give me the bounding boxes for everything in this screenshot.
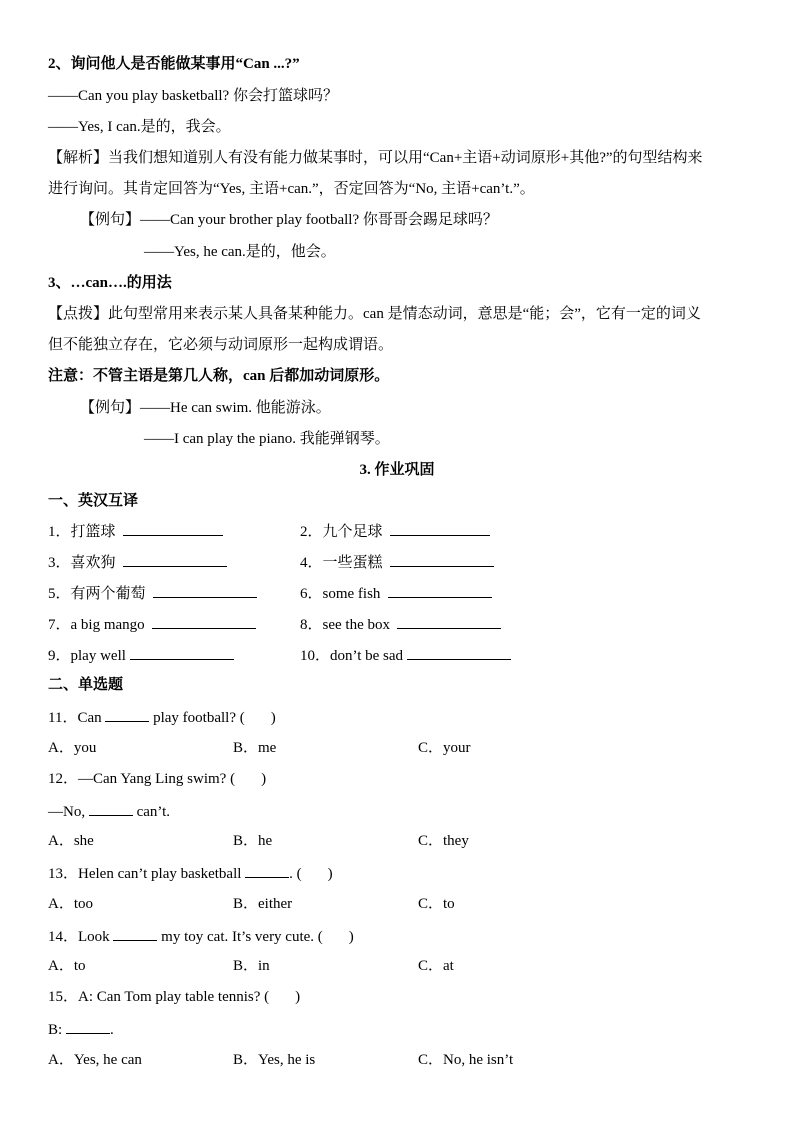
q13-option-a[interactable]: A．too	[48, 896, 94, 912]
q11-option-a[interactable]: A．you	[48, 740, 97, 756]
part2-heading: 二、单选题	[48, 677, 124, 693]
q13-option-c[interactable]: C．to	[418, 896, 455, 912]
q11-option-b[interactable]: B．me	[233, 740, 277, 756]
q14-option-a[interactable]: A．to	[48, 958, 86, 974]
section2-analysis-line2: 进行询问。其肯定回答为“Yes, 主语+can.”，否定回答为“No, 主语+can’t.”。	[48, 181, 535, 197]
answer-blank[interactable]	[130, 644, 234, 660]
q14-option-b[interactable]: B．in	[233, 958, 270, 974]
answer-blank[interactable]	[152, 613, 256, 629]
answer-blank[interactable]	[407, 644, 511, 660]
q13-option-b[interactable]: B．either	[233, 896, 293, 912]
q12-option-c[interactable]: C．they	[418, 833, 469, 849]
q15-option-b[interactable]: B．Yes, he is	[233, 1052, 316, 1068]
translation-item-6: 6．some fish	[300, 582, 492, 604]
question-13: 13．Helen can’t play basketball . ( )	[48, 862, 333, 884]
section2-analysis-line1: 【解析】当我们想知道别人有没有能力做某事时，可以用“Can+主语+动词原形+其他?”的句型结构来	[48, 150, 703, 166]
question-12: 12．—Can Yang Ling swim? ( )	[48, 771, 267, 787]
translation-item-2: 2．九个足球	[300, 520, 490, 542]
answer-blank[interactable]	[123, 520, 223, 536]
answer-blank[interactable]	[388, 582, 492, 598]
translation-item-5: 5．有两个葡萄	[48, 582, 257, 604]
answer-blank[interactable]	[113, 925, 157, 941]
section3-example2: ——I can play the piano. 我能弹钢琴。	[144, 431, 390, 447]
answer-blank[interactable]	[390, 551, 494, 567]
answer-blank[interactable]	[153, 582, 257, 598]
translation-item-8: 8．see the box	[300, 613, 501, 635]
section3-example1: 【例句】——He can swim. 他能游泳。	[80, 400, 331, 416]
question-14: 14．Look my toy cat. It’s very cute. ( )	[48, 925, 354, 947]
answer-blank[interactable]	[89, 800, 133, 816]
translation-item-1: 1．打篮球	[48, 520, 223, 542]
answer-blank[interactable]	[245, 862, 289, 878]
translation-item-9: 9．play well	[48, 644, 234, 666]
part1-heading: 一、英汉互译	[48, 493, 139, 509]
answer-blank[interactable]	[66, 1018, 110, 1034]
section2-answer: ——Yes, I can.是的，我会。	[48, 119, 231, 135]
answer-blank[interactable]	[397, 613, 501, 629]
section3-note: 注意：不管主语是第几人称，can 后都加动词原形。	[48, 368, 390, 384]
section3-tip-line1: 【点拨】此句型常用来表示某人具备某种能力。can 是情态动词，意思是“能；会”，它有一定的词义	[48, 306, 701, 322]
translation-item-10: 10．don’t be sad	[300, 644, 511, 666]
question-15: 15．A: Can Tom play table tennis? ( )	[48, 989, 301, 1005]
q14-option-c[interactable]: C．at	[418, 958, 454, 974]
q12-option-b[interactable]: B．he	[233, 833, 273, 849]
translation-item-3: 3．喜欢狗	[48, 551, 227, 573]
answer-blank[interactable]	[105, 706, 149, 722]
answer-blank[interactable]	[390, 520, 490, 536]
section2-question: ——Can you play basketball? 你会打篮球吗？	[48, 88, 338, 104]
section3-heading: 3、…can….的用法	[48, 275, 172, 291]
q15-option-a[interactable]: A．Yes, he can	[48, 1052, 142, 1068]
section2-heading: 2、询问他人是否能做某事用“Can ...?”	[48, 56, 300, 72]
answer-blank[interactable]	[123, 551, 227, 567]
section2-example-answer: ——Yes, he can.是的，他会。	[144, 244, 336, 260]
question-12-line2: —No, can’t.	[48, 800, 170, 822]
homework-title: 3. 作业巩固	[359, 462, 435, 478]
question-15-line2: B: .	[48, 1018, 114, 1040]
q11-option-c[interactable]: C．your	[418, 740, 471, 756]
translation-item-4: 4．一些蛋糕	[300, 551, 494, 573]
section2-example-question: 【例句】——Can your brother play football? 你哥哥会踢足球吗？	[80, 212, 498, 228]
q15-option-c[interactable]: C．No, he isn’t	[418, 1052, 514, 1068]
translation-item-7: 7．a big mango	[48, 613, 256, 635]
section3-tip-line2: 但不能独立存在，它必须与动词原形一起构成谓语。	[48, 337, 394, 353]
question-11: 11．Can play football? ( )	[48, 706, 276, 728]
q12-option-a[interactable]: A．she	[48, 833, 94, 849]
